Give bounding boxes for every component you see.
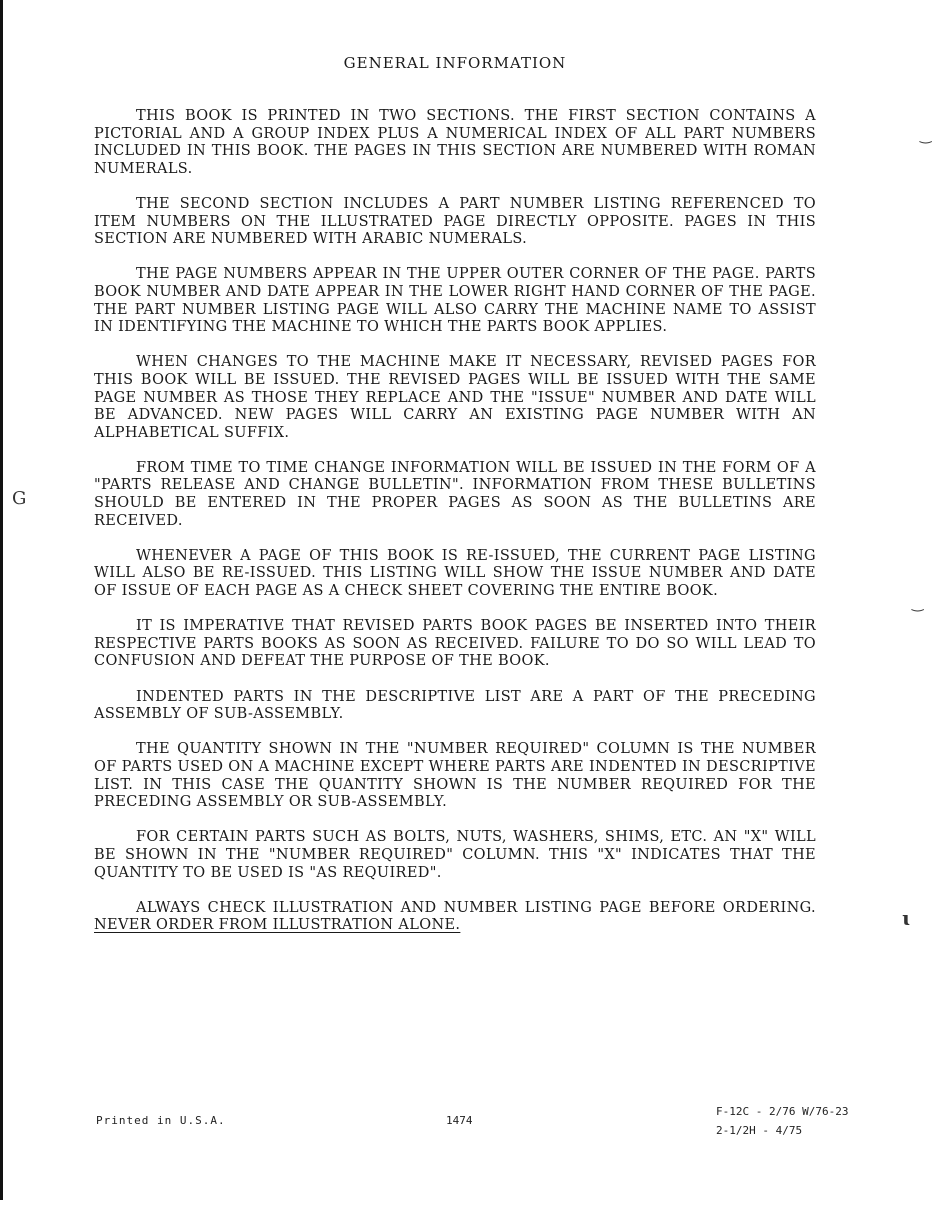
paragraph-always-check	[94, 900, 816, 935]
book-extra-code: W/76-23	[802, 1105, 849, 1118]
book-number-date: F-12C - 2/76	[716, 1105, 796, 1118]
book-line-1	[716, 1102, 848, 1121]
paragraph-imperative: IT IS IMPERATIVE THAT REVISED PARTS BOOK PAGES BE INSERTED INTO THEIR RESPECTIVE PARTS BOOKS AS SOON AS RECEIVED. FAILURE TO DO SO WILL LEAD TO CONFUSION AND DEFEAT THE PURPOSE OF THE BOOK.	[94, 618, 816, 670]
always-check-text: ALWAYS CHECK ILLUSTRATION AND NUMBER LISTING PAGE BEFORE ORDERING.	[136, 899, 816, 916]
page-code: 1474	[446, 1114, 473, 1127]
paragraph-page-numbers: THE PAGE NUMBERS APPEAR IN THE UPPER OUTER CORNER OF THE PAGE. PARTS BOOK NUMBER AND DATE APPEAR IN THE LOWER RIGHT HAND CORNER OF THE PAGE. THE PART NUMBER LISTING PAGE WILL ALSO CARRY THE MACHINE NAME TO ASSIST IN IDENTIFYING THE MACHINE TO WHICH THE PARTS BOOK APPLIES.	[94, 266, 816, 336]
printed-in-usa: Printed in U.S.A.	[96, 1114, 226, 1127]
paragraph-bulletins: FROM TIME TO TIME CHANGE INFORMATION WILL BE ISSUED IN THE FORM OF A "PARTS RELEASE AND CHANGE BULLETIN". INFORMATION FROM THESE BULLETINS SHOULD BE ENTERED IN THE PROPER PAGES AS SOON AS THE BULLETINS ARE RECEIVED.	[94, 459, 816, 529]
paragraph-indented-parts: INDENTED PARTS IN THE DESCRIPTIVE LIST ARE A PART OF THE PRECEDING ASSEMBLY OF SUB-ASSEMBLY.	[94, 688, 816, 723]
scan-mark: ‿	[912, 596, 924, 612]
paragraph-revisions: WHEN CHANGES TO THE MACHINE MAKE IT NECESSARY, REVISED PAGES FOR THIS BOOK WILL BE ISSUED. THE REVISED PAGES WILL BE ISSUED WITH THE SAME PAGE NUMBER AS THOSE THEY REPLACE AND THE "ISSUE" NUMBER AND DATE WILL BE ADVANCED. NEW PAGES WILL CARRY AN EXISTING PAGE NUMBER WITH AN ALPHABETICAL SUFFIX.	[94, 354, 816, 441]
binding-edge	[0, 0, 3, 1200]
scan-mark: ‿	[920, 128, 932, 144]
paragraph-as-required: FOR CERTAIN PARTS SUCH AS BOLTS, NUTS, WASHERS, SHIMS, ETC. AN "X" WILL BE SHOWN IN THE "NUMBER REQUIRED" COLUMN. THIS "X" INDICATES THAT THE QUANTITY TO BE USED IS "AS REQUIRED".	[94, 829, 816, 881]
paragraph-sections: THIS BOOK IS PRINTED IN TWO SECTIONS. THE FIRST SECTION CONTAINS A PICTORIAL AND A GROUP INDEX PLUS A NUMERICAL INDEX OF ALL PART NUMBERS INCLUDED IN THIS BOOK. THE PAGES IN THIS SECTION ARE NUMBERED WITH ROMAN NUMERALS.	[94, 108, 816, 177]
paragraph-reissue: WHENEVER A PAGE OF THIS BOOK IS RE-ISSUED, THE CURRENT PAGE LISTING WILL ALSO BE RE-ISSUED. THIS LISTING WILL SHOW THE ISSUE NUMBER AND DATE OF ISSUE OF EACH PAGE AS A CHECK SHEET COVERING THE ENTIRE BOOK.	[94, 547, 816, 600]
parts-book-number	[716, 1102, 848, 1140]
never-order-warning: NEVER ORDER FROM ILLUSTRATION ALONE.	[94, 917, 461, 934]
paragraph-quantity: THE QUANTITY SHOWN IN THE "NUMBER REQUIRED" COLUMN IS THE NUMBER OF PARTS USED ON A MACHINE EXCEPT WHERE PARTS ARE INDENTED IN DESCRIPTIVE LIST. IN THIS CASE THE QUANTITY SHOWN IS THE NUMBER REQUIRED FOR THE PRECEDING ASSEMBLY OR SUB-ASSEMBLY.	[94, 741, 816, 811]
paragraph-second-section: THE SECOND SECTION INCLUDES A PART NUMBER LISTING REFERENCED TO ITEM NUMBERS ON THE ILLUSTRATED PAGE DIRECTLY OPPOSITE. PAGES IN THIS SECTION ARE NUMBERED WITH ARABIC NUMERALS.	[94, 195, 816, 248]
scan-mark: ɩ	[902, 906, 910, 930]
book-line-2: 2-1/2H - 4/75	[716, 1124, 803, 1137]
page-title: GENERAL INFORMATION	[343, 54, 567, 72]
scan-mark: G	[12, 488, 27, 509]
body-text	[94, 108, 816, 953]
